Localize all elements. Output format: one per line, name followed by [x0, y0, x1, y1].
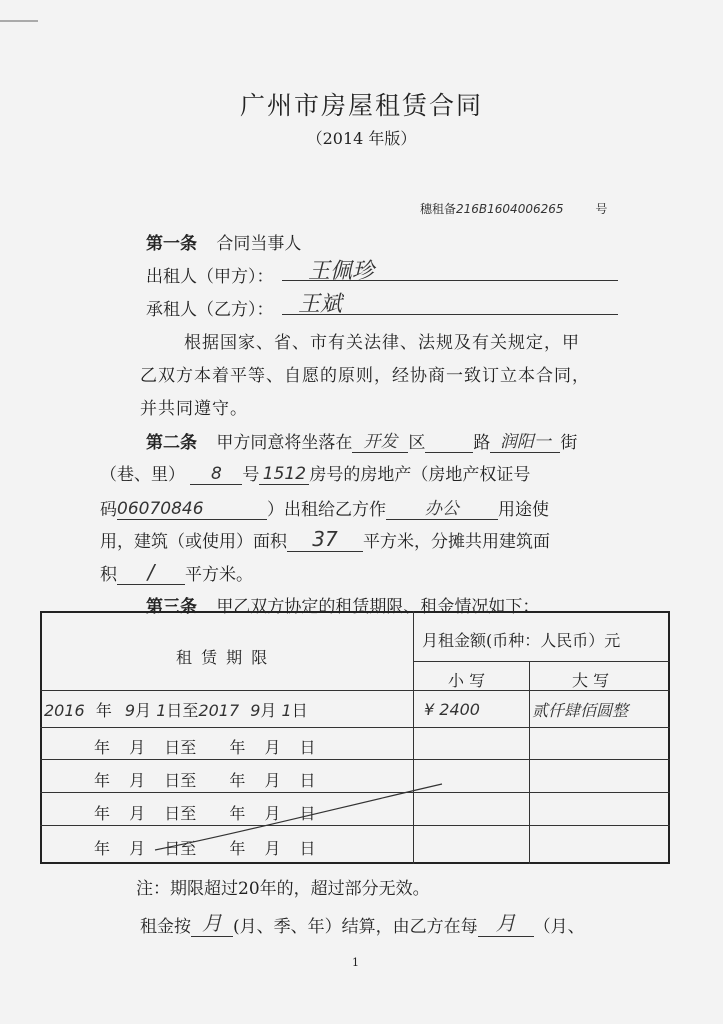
day-label: 日 [299, 771, 316, 790]
article1-heading: 第一条 [146, 234, 197, 254]
settle-unit-value: 月 [191, 907, 233, 937]
article2-text-b: 区 [408, 433, 426, 453]
article2-line1 [146, 427, 577, 453]
settlement-line [140, 907, 585, 937]
settle-text-a: 租金按 [140, 917, 191, 937]
month-label: 月 [129, 738, 146, 757]
article2-text-d: 街 [560, 433, 578, 453]
year-label: 年 [94, 839, 111, 858]
road-blank [425, 432, 473, 453]
house-number-value: 8 [190, 464, 242, 485]
article2-text-e: （巷、里） [100, 465, 185, 485]
year-label: 年 [94, 738, 111, 757]
table-row [94, 735, 316, 758]
day-label: 日 [299, 839, 316, 858]
article2-text-i: ）出租给乙方作 [267, 500, 386, 520]
month-label: 月 [129, 804, 146, 823]
month-label: 月 [129, 839, 146, 858]
article2-line3 [100, 494, 549, 520]
settle-text-b: (月、季、年）结算，由乙方在每 [233, 917, 478, 937]
article2-text-g: 房号的房地产（房地产权证号 [309, 465, 531, 485]
lessor-name: 王佩珍 [308, 259, 375, 284]
table-row [44, 698, 308, 721]
month-label: 月 [264, 839, 281, 858]
article2-text-f: 号 [242, 465, 260, 485]
period-header: 租 赁 期 限 [176, 648, 270, 667]
strike-through-mark [150, 780, 450, 855]
reg-suffix: 号 [595, 202, 608, 216]
day-label: 日 [299, 804, 316, 823]
article1-heading-text: 合同当事人 [216, 234, 302, 254]
day-label: 日 [299, 738, 316, 757]
article3-text: 甲乙双方协定的租赁期限、租金情况如下： [216, 597, 540, 617]
table-line-row2 [40, 759, 670, 760]
cert-number-value: 06070846 [117, 499, 267, 520]
year-label: 年 [94, 804, 111, 823]
settle-each-value: 月 [478, 907, 534, 937]
large-header: 大 写 [572, 671, 610, 690]
year-label: 年 [229, 839, 246, 858]
lessor-label: 出租人（甲方）： [146, 267, 274, 287]
to-label: 日至 [164, 771, 197, 790]
district-value: 开发 [352, 427, 408, 453]
lessee-name: 王斌 [298, 292, 343, 317]
article3-heading: 第三条 [146, 597, 197, 617]
start-month: 9 [124, 701, 136, 720]
term-note: 注：期限超过20年的，超过部分无效。 [136, 879, 430, 899]
article1-para-line1: 根据国家、省、市有关法律、法规及有关规定，甲 [184, 333, 580, 353]
article2-text-l: 平方米，分摊共用建筑面 [363, 532, 550, 552]
end-day: 1 [281, 701, 292, 720]
to-label: 日至 [164, 804, 197, 823]
month-label: 月 [264, 804, 281, 823]
area-value: 37 [287, 527, 363, 552]
large-amount: 贰仟肆佰圆整 [532, 701, 629, 720]
street-value: 润阳一 [490, 427, 560, 453]
reg-number-value: 216B1604006265 [456, 202, 564, 216]
table-line-rent-sub [413, 661, 670, 662]
start-year: 2016 [44, 701, 85, 720]
to-label: 日至 [166, 701, 199, 720]
end-month: 9 [250, 701, 261, 720]
page-number: 1 [352, 956, 359, 969]
document-edition: （2014 年版） [306, 129, 417, 148]
article2-line2 [100, 460, 530, 485]
usage-value: 办公 [386, 494, 498, 520]
article2-line5 [100, 560, 253, 585]
article2-heading: 第二条 [146, 433, 197, 453]
article2-text-j: 用途使 [498, 500, 549, 520]
small-header: 小 写 [448, 671, 486, 690]
year-label: 年 [94, 771, 111, 790]
shared-area-value: / [117, 560, 185, 585]
article1-heading-line [146, 229, 301, 254]
to-label: 日至 [164, 839, 197, 858]
registration-number [420, 200, 607, 217]
article2-text-c: 路 [473, 433, 491, 453]
to-label: 日至 [164, 738, 197, 757]
article1-para-line3: 并共同遵守。 [140, 399, 248, 419]
article1-para-line2: 乙双方本着平等、自愿的原则，经协商一致订立本合同， [140, 366, 590, 386]
article2-text-n: 平方米。 [185, 565, 253, 585]
month-label: 月 [135, 701, 152, 720]
rent-header: 月租金额(币种：人民币）元 [422, 631, 621, 650]
room-number-value: 1512 [259, 464, 309, 485]
month-label: 月 [264, 738, 281, 757]
article2-line4 [100, 527, 550, 552]
lessee-label: 承租人（乙方）： [146, 300, 274, 320]
article2-text-a: 甲方同意将坐落在 [216, 433, 353, 453]
small-amount: ¥ 2400 [424, 700, 480, 719]
day-label: 日 [291, 701, 308, 720]
month-label: 月 [129, 771, 146, 790]
table-divider-rent [529, 661, 530, 864]
year-label: 年 [229, 804, 246, 823]
article2-text-m: 积 [100, 565, 117, 585]
year-label: 年 [229, 771, 246, 790]
end-year: 2017 [198, 701, 240, 720]
start-day: 1 [156, 701, 167, 720]
month-label: 月 [260, 701, 277, 720]
scan-artifact [0, 20, 38, 22]
year-label: 年 [229, 738, 246, 757]
article2-text-k: 用，建筑（或使用）面积 [100, 532, 287, 552]
article2-text-h: 码 [100, 500, 117, 520]
reg-prefix: 穗租备 [420, 202, 457, 216]
year-label: 年 [95, 701, 112, 720]
settle-text-c: （月、 [533, 917, 585, 937]
table-line-row1 [40, 727, 670, 728]
month-label: 月 [264, 771, 281, 790]
document-title: 广州市房屋租赁合同 [239, 91, 483, 120]
